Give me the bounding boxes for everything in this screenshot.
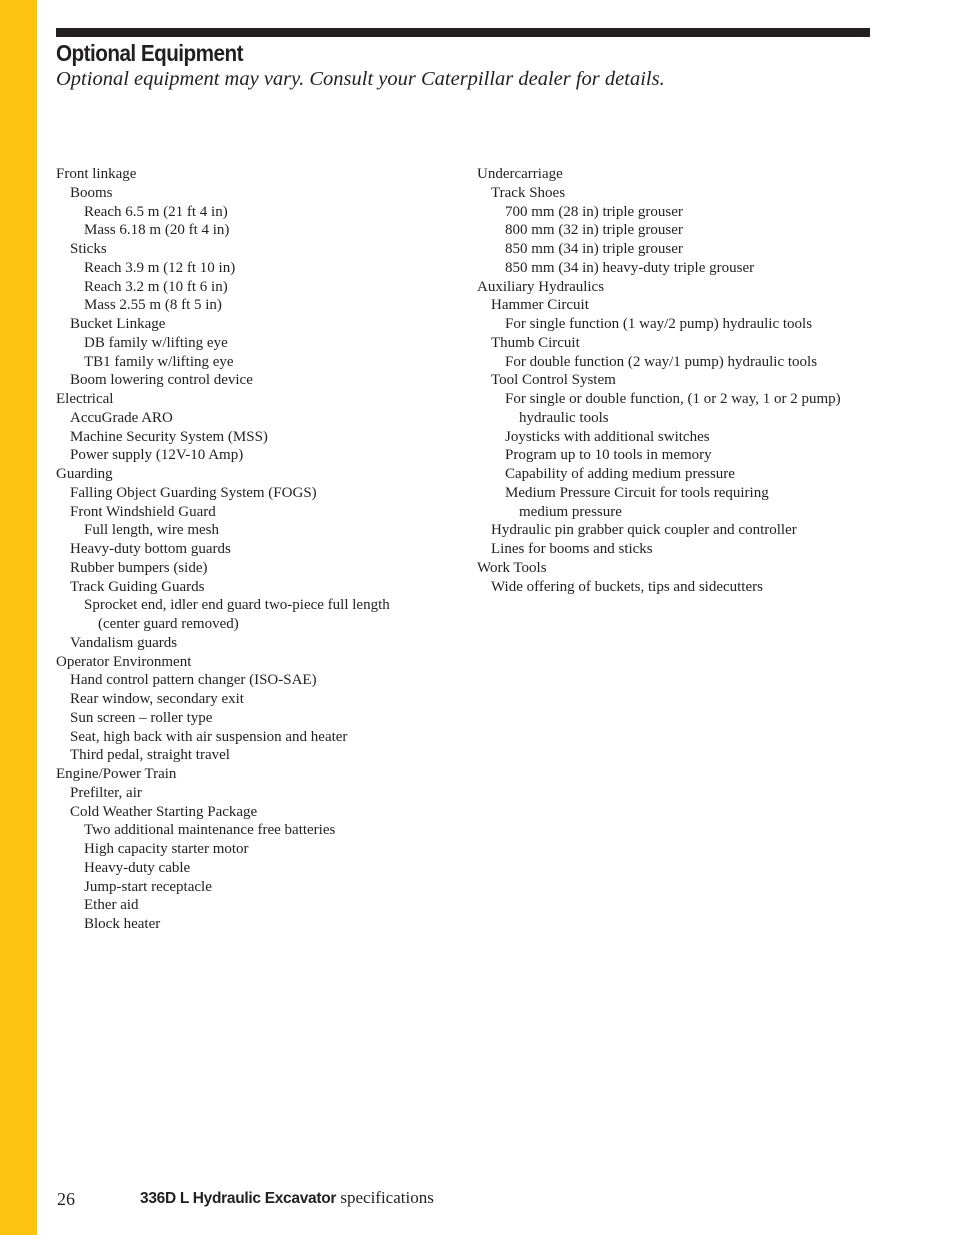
list-item: Mass 2.55 m (8 ft 5 in) <box>84 297 222 314</box>
list-item: Capability of adding medium pressure <box>505 466 735 482</box>
list-item: Jump-start receptacle <box>84 878 212 895</box>
page-subtitle: Optional equipment may vary. Consult your Caterpillar dealer for details. <box>56 68 665 90</box>
list-item: Block heater <box>84 916 161 932</box>
list-item: Tool Control System <box>491 372 616 389</box>
list-item: Prefilter, air <box>70 784 142 801</box>
list-item: Machine Security System (MSS) <box>70 428 268 445</box>
list-item: Booms <box>70 184 113 201</box>
list-item: Mass 6.18 m (20 ft 4 in) <box>84 222 230 239</box>
page-title: Optional Equipment <box>56 40 243 66</box>
list-item: hydraulic tools <box>519 409 609 426</box>
list-item: Medium Pressure Circuit for tools requiring <box>505 484 769 501</box>
category-heading: Auxiliary Hydraulics <box>477 278 605 295</box>
list-item: Vandalism guards <box>70 634 178 651</box>
list-item: Lines for booms and sticks <box>491 541 653 557</box>
list-item: Power supply (12V-10 Amp) <box>70 447 244 464</box>
list-item: Sprocket end, idler end guard two-piece full length <box>84 597 390 614</box>
list-item: 850 mm (34 in) heavy-duty triple grouser <box>505 259 755 276</box>
list-item: Two additional maintenance free batteries <box>84 822 336 839</box>
category-heading: Undercarriage <box>477 166 563 182</box>
list-item: Program up to 10 tools in memory <box>505 447 712 464</box>
list-item: AccuGrade ARO <box>70 409 173 426</box>
list-item: Hammer Circuit <box>491 297 589 314</box>
list-item: Sticks <box>70 241 107 257</box>
list-item: Sun screen – roller type <box>70 709 213 726</box>
list-item: Boom lowering control device <box>70 372 253 389</box>
list-item: Track Shoes <box>491 184 566 201</box>
right-equipment-list <box>477 165 877 596</box>
footer-model: 336D L Hydraulic Excavator <box>140 1190 337 1207</box>
list-item: For single function (1 way/2 pump) hydraulic tools <box>505 316 813 332</box>
list-item: Heavy-duty cable <box>84 859 191 876</box>
category-heading: Front linkage <box>56 166 137 182</box>
list-item: Track Guiding Guards <box>70 578 205 595</box>
list-item: Third pedal, straight travel <box>70 747 230 764</box>
list-item: Joysticks with additional switches <box>505 428 710 445</box>
list-item: 850 mm (34 in) triple grouser <box>505 241 683 257</box>
footer-suffix: specifications <box>340 1188 434 1207</box>
list-item: Ether aid <box>84 897 139 914</box>
list-item: Full length, wire mesh <box>84 522 219 539</box>
page-number: 26 <box>57 1189 75 1209</box>
list-item: Falling Object Guarding System (FOGS) <box>70 484 317 501</box>
list-item: Cold Weather Starting Package <box>70 803 258 820</box>
list-item: Front Windshield Guard <box>70 503 216 520</box>
category-heading: Electrical <box>56 391 114 407</box>
list-item: Hydraulic pin grabber quick coupler and controller <box>491 522 797 539</box>
category-heading: Operator Environment <box>56 653 192 670</box>
list-item: TB1 family w/lifting eye <box>84 353 234 370</box>
yellow-side-band <box>0 0 37 1235</box>
list-item: Wide offering of buckets, tips and sidecutters <box>491 578 763 595</box>
header-rule <box>56 28 870 37</box>
list-item: medium pressure <box>519 503 622 520</box>
list-item: High capacity starter motor <box>84 841 249 857</box>
category-heading: Guarding <box>56 466 113 482</box>
list-item: Reach 3.9 m (12 ft 10 in) <box>84 259 236 276</box>
category-heading: Work Tools <box>477 559 547 576</box>
category-heading: Engine/Power Train <box>56 766 177 782</box>
list-item: Heavy-duty bottom guards <box>70 541 231 557</box>
list-item: For single or double function, (1 or 2 way, 1 or 2 pump) <box>505 391 841 407</box>
list-item: Seat, high back with air suspension and heater <box>70 728 348 745</box>
footer-document-title <box>140 1188 434 1208</box>
list-item: (center guard removed) <box>98 616 239 632</box>
list-item: For double function (2 way/1 pump) hydraulic tools <box>505 353 818 370</box>
list-item: Reach 3.2 m (10 ft 6 in) <box>84 278 228 295</box>
list-item: Hand control pattern changer (ISO-SAE) <box>70 672 317 689</box>
list-item: DB family w/lifting eye <box>84 334 228 351</box>
left-equipment-list <box>56 165 466 934</box>
list-item: Thumb Circuit <box>491 334 580 351</box>
list-item: Rear window, secondary exit <box>70 691 244 707</box>
list-item: Bucket Linkage <box>70 316 166 332</box>
list-item: 700 mm (28 in) triple grouser <box>505 203 683 220</box>
list-item: 800 mm (32 in) triple grouser <box>505 222 683 239</box>
list-item: Reach 6.5 m (21 ft 4 in) <box>84 203 228 220</box>
list-item: Rubber bumpers (side) <box>70 559 208 576</box>
